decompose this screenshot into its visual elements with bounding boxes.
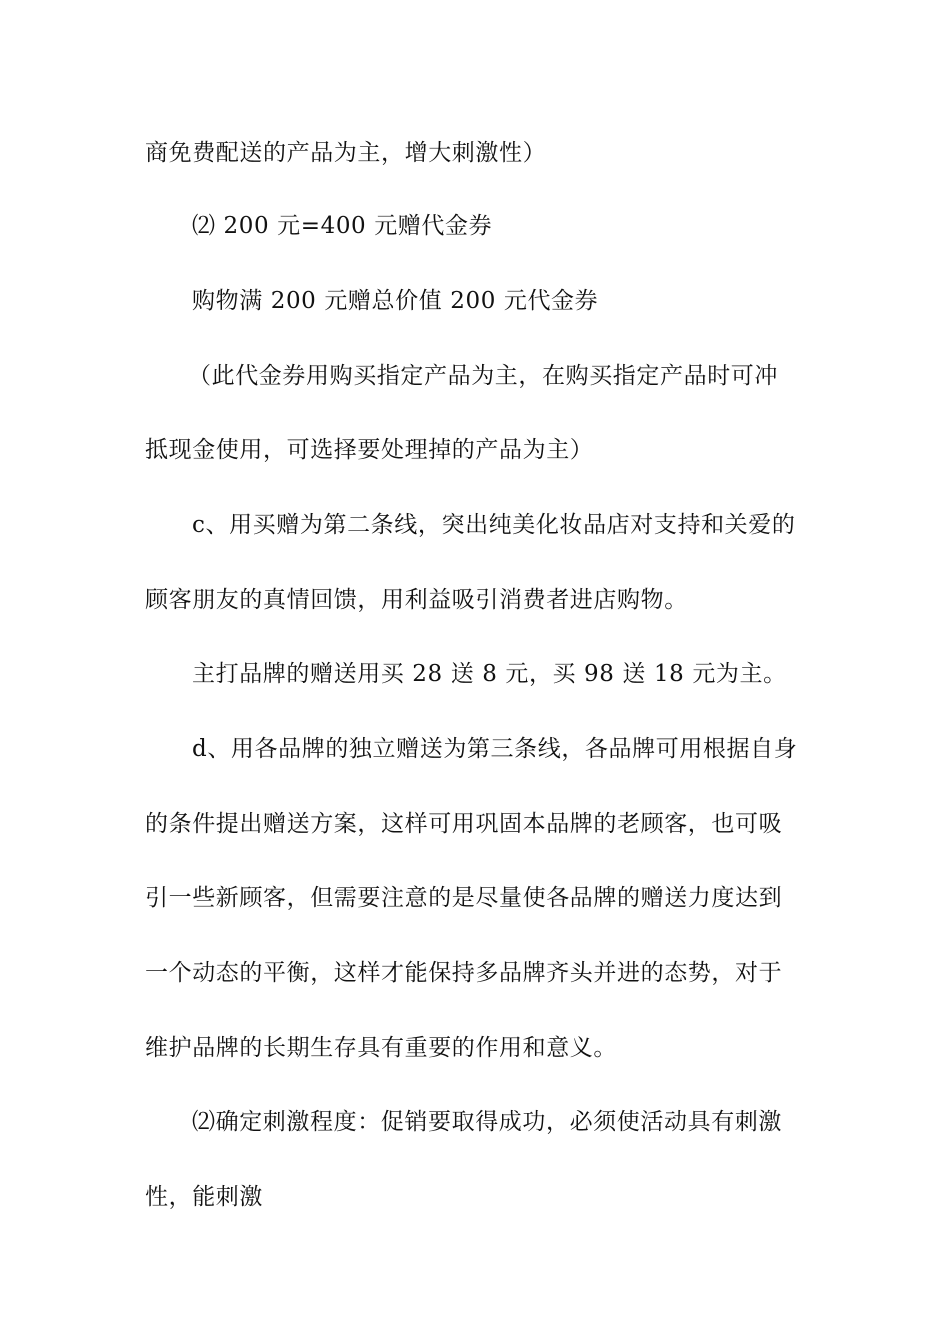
paragraph-line: 抵现金使用，可选择要处理掉的产品为主） bbox=[145, 437, 594, 463]
paragraph-line: 购物满 200 元赠总价值 200 元代金券 bbox=[192, 288, 599, 314]
paragraph-line: 维护品牌的长期生存具有重要的作用和意义。 bbox=[145, 1035, 617, 1061]
paragraph-line: 引一些新顾客，但需要注意的是尽量使各品牌的赠送力度达到 bbox=[145, 885, 783, 911]
paragraph-line: ⑵确定刺激程度：促销要取得成功，必须使活动具有刺激 bbox=[192, 1109, 782, 1135]
paragraph-line: 商免费配送的产品为主，增大刺激性） bbox=[145, 140, 547, 166]
paragraph-line: ⑵ 200 元=400 元赠代金券 bbox=[192, 213, 493, 239]
paragraph-line: d、用各品牌的独立赠送为第三条线，各品牌可用根据自身 bbox=[192, 736, 798, 762]
paragraph-line: 一个动态的平衡，这样才能保持多品牌齐头并进的态势，对于 bbox=[145, 960, 783, 986]
paragraph-line: c、用买赠为第二条线，突出纯美化妆品店对支持和关爱的 bbox=[192, 512, 796, 538]
paragraph-line: 的条件提出赠送方案，这样可用巩固本品牌的老顾客，也可吸 bbox=[145, 811, 783, 837]
paragraph-line: （此代金券用购买指定产品为主，在购买指定产品时可冲 bbox=[188, 363, 778, 389]
paragraph-line: 顾客朋友的真情回馈，用利益吸引消费者进店购物。 bbox=[145, 587, 688, 613]
paragraph-line: 主打品牌的赠送用买 28 送 8 元，买 98 送 18 元为主。 bbox=[192, 661, 787, 687]
paragraph-line: 性，能刺激 bbox=[145, 1184, 263, 1210]
